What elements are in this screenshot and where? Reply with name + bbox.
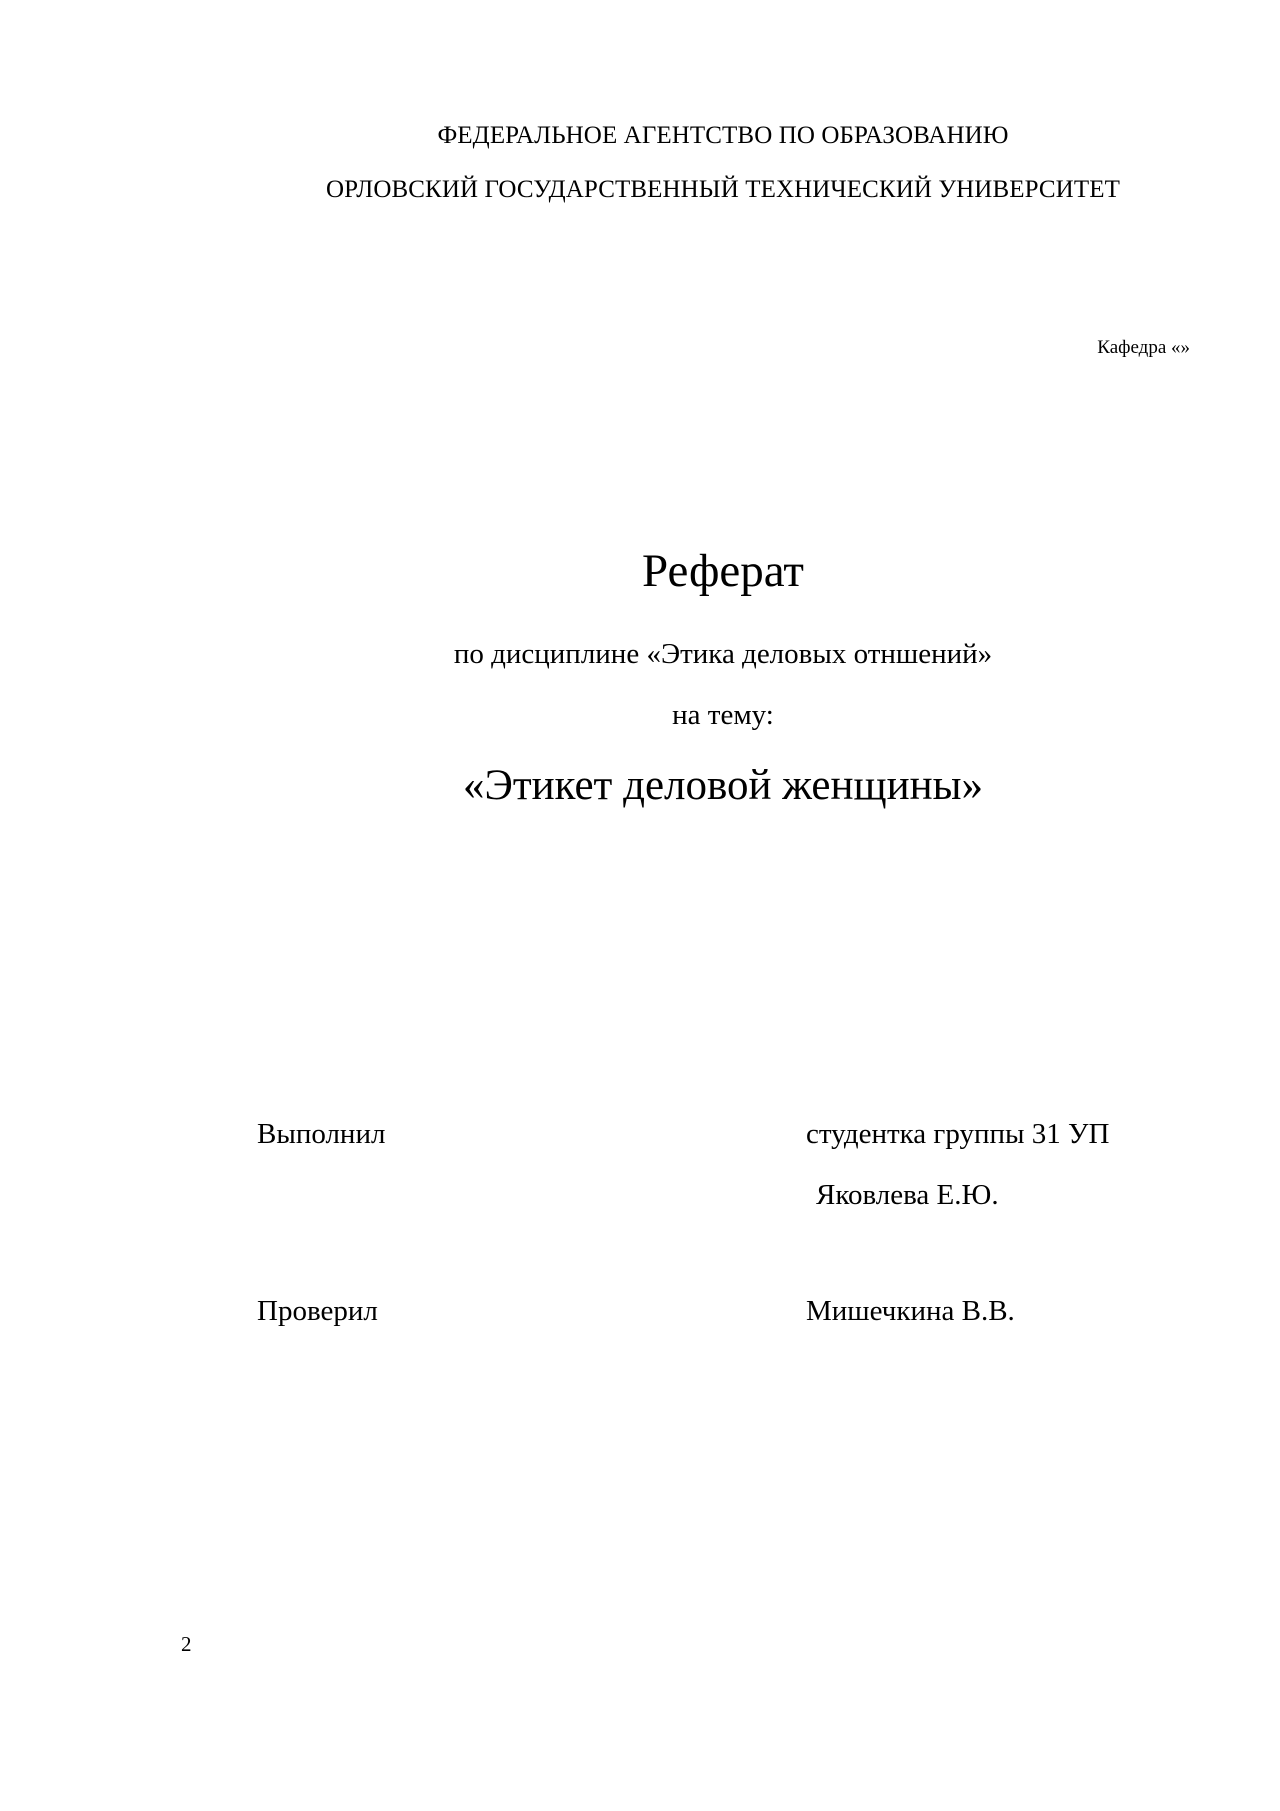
checked-label: Проверил bbox=[257, 1295, 378, 1327]
performed-name: Яковлева Е.Ю. bbox=[816, 1179, 999, 1211]
discipline-line: по дисциплине «Этика деловых отншений» bbox=[453, 638, 993, 670]
topic-title: «Этикет деловой женщины» bbox=[462, 762, 984, 809]
department-label: Кафедра «» bbox=[1097, 337, 1190, 358]
agency-heading: ФЕДЕРАЛЬНОЕ АГЕНТСТВО ПО ОБРАЗОВАНИЮ bbox=[437, 122, 1009, 149]
checked-name: Мишечкина В.В. bbox=[806, 1295, 1015, 1327]
topic-intro: на тему: bbox=[672, 699, 774, 731]
document-type-title: Реферат bbox=[642, 545, 804, 597]
page-number: 2 bbox=[181, 1632, 192, 1656]
university-heading: ОРЛОВСКИЙ ГОСУДАРСТВЕННЫЙ ТЕХНИЧЕСКИЙ УНИВЕРСИТЕТ bbox=[326, 176, 1120, 203]
performed-label: Выполнил bbox=[257, 1118, 386, 1150]
performed-role: студентка группы 31 УП bbox=[806, 1118, 1110, 1150]
